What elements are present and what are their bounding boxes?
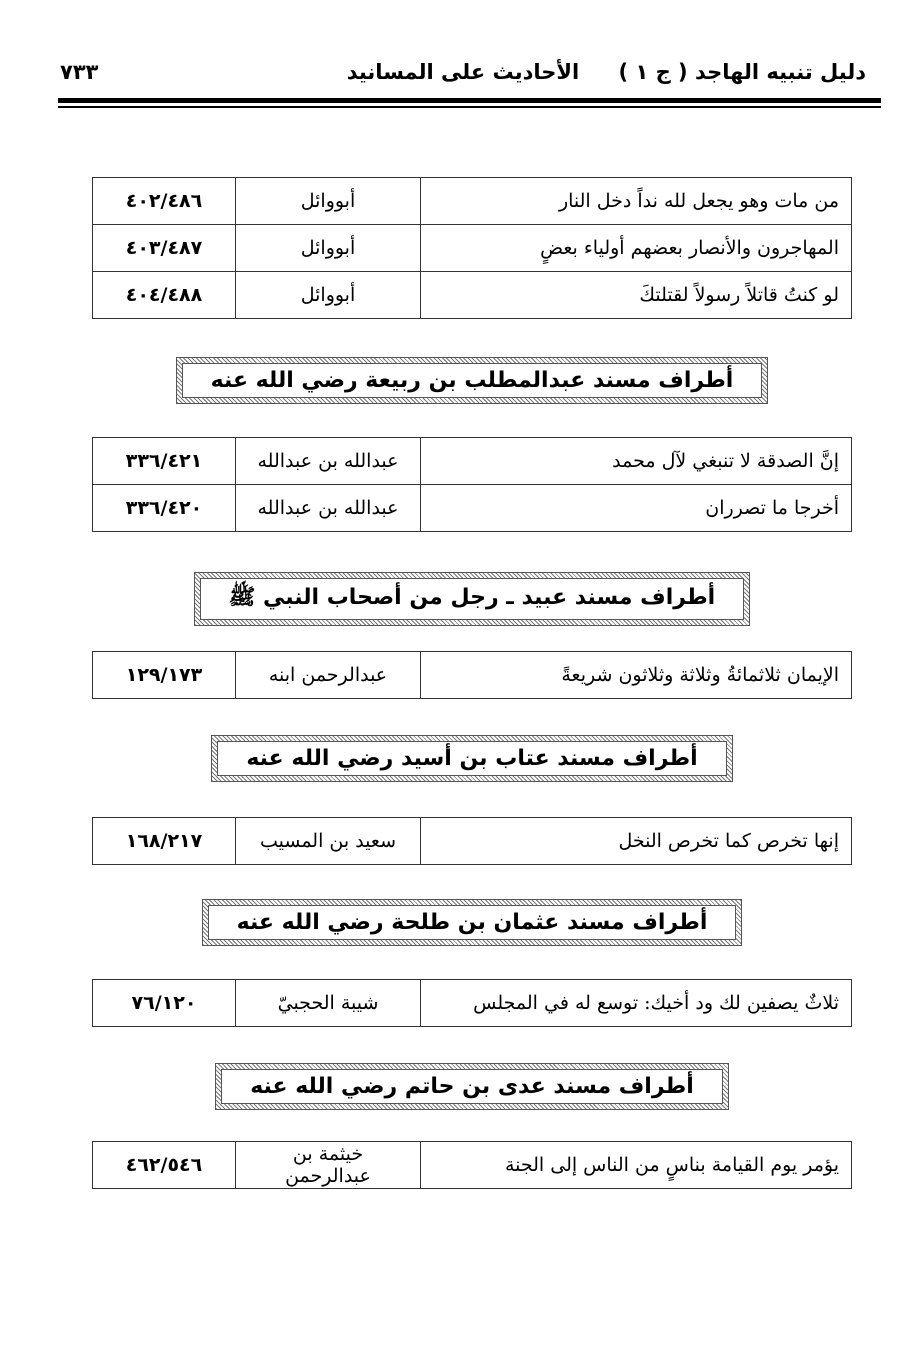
section-attab-table <box>92 817 852 865</box>
hadith-text: إنها تخرص كما تخرص النخل <box>421 818 852 865</box>
table-row <box>93 438 852 485</box>
hadith-table <box>92 177 852 319</box>
page-header <box>60 52 866 92</box>
narrator: عبدالله بن عبدالله <box>236 485 421 532</box>
hadith-text: أخرجا ما تصرران <box>421 485 852 532</box>
section-title: أطراف مسند عبيد ـ رجل من أصحاب النبي ﷺ <box>200 578 744 620</box>
section-abdulmuttalib-table <box>92 437 852 532</box>
hadith-table <box>92 1141 852 1189</box>
header-rule-thick <box>58 98 881 103</box>
section-uthman-table <box>92 979 852 1027</box>
reference: ٣٣٦/٤٢١ <box>93 438 236 485</box>
section-title-frame <box>176 357 769 404</box>
section-uthman <box>92 899 852 946</box>
section-title: أطراف مسند عثمان بن طلحة رضي الله عنه <box>208 905 737 940</box>
hadith-text: يؤمر يوم القيامة بناسٍ من الناس إلى الجنة <box>421 1142 852 1189</box>
table-row <box>93 272 852 319</box>
reference: ٤٠٢/٤٨٦ <box>93 178 236 225</box>
reference: ١٢٩/١٧٣ <box>93 652 236 699</box>
book-title: دليل تنبيه الهاجد ( ج ١ ) <box>618 60 866 84</box>
narrator: عبدالله بن عبدالله <box>236 438 421 485</box>
hadith-table <box>92 979 852 1027</box>
hadith-text: إنَّ الصدقة لا تنبغي لآل محمد <box>421 438 852 485</box>
reference: ٤٠٣/٤٨٧ <box>93 225 236 272</box>
section-title: أطراف مسند عدى بن حاتم رضي الله عنه <box>221 1069 723 1104</box>
section-title-frame <box>202 899 743 946</box>
reference: ٤٦٢/٥٤٦ <box>93 1142 236 1189</box>
hadith-text: ثلاثٌ يصفين لك ود أخيك: توسع له في المجلس <box>421 980 852 1027</box>
section-abu-wail <box>92 177 852 319</box>
section-title-frame <box>194 572 750 626</box>
section-adi <box>92 1063 852 1110</box>
narrator: شيبة الحجبيّ <box>236 980 421 1027</box>
page-number: ٧٣٣ <box>60 60 99 84</box>
section-ubaid-table <box>92 651 852 699</box>
table-row <box>93 818 852 865</box>
hadith-table <box>92 817 852 865</box>
section-title: أطراف مسند عتاب بن أسيد رضي الله عنه <box>217 741 726 776</box>
section-title: أطراف مسند عبدالمطلب بن ربيعة رضي الله عنه <box>182 363 763 398</box>
section-title-frame <box>215 1063 729 1110</box>
hadith-text: من مات وهو يجعل لله نداً دخل النار <box>421 178 852 225</box>
reference: ٧٦/١٢٠ <box>93 980 236 1027</box>
chapter-title: الأحاديث على المسانيد <box>346 60 580 84</box>
table-row <box>93 178 852 225</box>
reference: ٤٠٤/٤٨٨ <box>93 272 236 319</box>
narrator: عبدالرحمن ابنه <box>236 652 421 699</box>
reference: ٣٣٦/٤٢٠ <box>93 485 236 532</box>
section-attab <box>92 735 852 782</box>
hadith-text: لو كنتُ قاتلاً رسولاً لقتلتكَ <box>421 272 852 319</box>
section-abdulmuttalib <box>92 357 852 404</box>
hadith-text: الإيمان ثلاثمائةُ وثلاثة وثلاثون شريعةً <box>421 652 852 699</box>
hadith-table <box>92 437 852 532</box>
table-row <box>93 225 852 272</box>
narrator: سعيد بن المسيب <box>236 818 421 865</box>
hadith-text: المهاجرون والأنصار بعضهم أولياء بعضٍ <box>421 225 852 272</box>
hadith-table <box>92 651 852 699</box>
narrator: خيثمة بن عبدالرحمن <box>236 1142 421 1189</box>
section-adi-table <box>92 1141 852 1189</box>
narrator: أبووائل <box>236 178 421 225</box>
table-row <box>93 1142 852 1189</box>
header-rule-thin <box>58 106 881 108</box>
table-row <box>93 652 852 699</box>
section-ubaid <box>92 572 852 626</box>
reference: ١٦٨/٢١٧ <box>93 818 236 865</box>
section-title-frame <box>211 735 732 782</box>
narrator: أبووائل <box>236 272 421 319</box>
table-row <box>93 980 852 1027</box>
table-row <box>93 485 852 532</box>
narrator: أبووائل <box>236 225 421 272</box>
